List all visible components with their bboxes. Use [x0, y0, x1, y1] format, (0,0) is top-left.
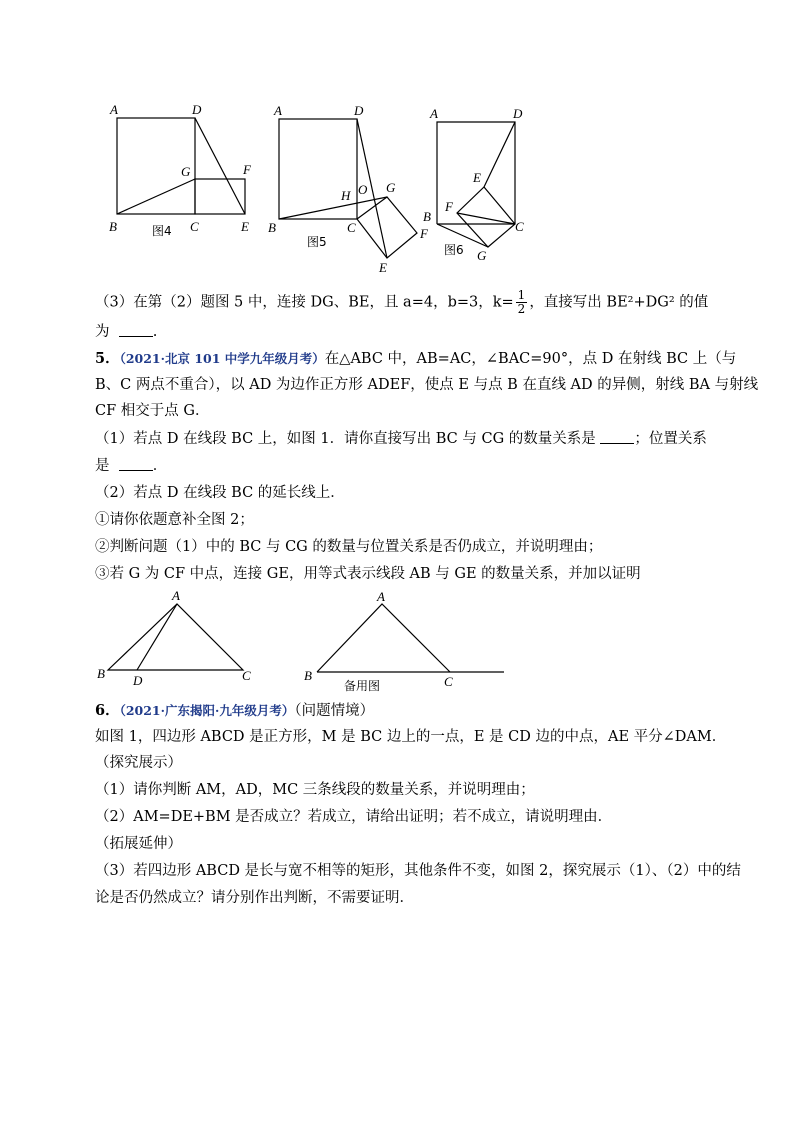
label-a: A [377, 589, 385, 604]
q4-part3-line2 [95, 322, 157, 342]
problem-5-q2-1: ①请你依题意补全图 2； [95, 512, 254, 528]
square-abcd [279, 119, 357, 219]
segment-bg [279, 197, 387, 219]
label-g: G [181, 164, 191, 179]
problem-6-section-extend: （拓展延伸） [95, 836, 182, 852]
label-a: A [172, 588, 180, 603]
problem-5-source: （2021·北京 101 中学九年级月考） [119, 351, 325, 366]
figure-6-caption: 图6 [444, 243, 464, 257]
problem-5-backup-diagram [300, 588, 520, 698]
segment-bg [117, 179, 195, 214]
problem-5-backup-figure [300, 588, 520, 698]
q4-part3-text3-suffix: . [152, 324, 158, 340]
rectangle-cgfe [357, 197, 417, 258]
problem-5-q1-text-b: ；位置关系 [634, 431, 707, 447]
label-a: A [274, 103, 282, 118]
problem-5-figure-1-diagram [95, 588, 265, 688]
label-o: O [358, 182, 368, 197]
label-c: C [242, 668, 251, 683]
problem-6-q2: （2）AM=DE+BM 是否成立？若成立，请给出证明；若不成立，请说明理由． [95, 809, 613, 825]
answer-blank-position[interactable] [119, 456, 153, 471]
label-d: D [354, 103, 364, 118]
problem-5-line2: B、C 两点不重合），以 AD 为边作正方形 ADEF，使点 E 与点 B 在直线 AD 的异侧，射线 BA 与射线 [95, 377, 759, 393]
square-cefg [195, 179, 245, 214]
figure-6-diagram [420, 100, 540, 270]
problem-5-line1 [95, 349, 736, 369]
problem-5-q2-3: ③若 G 为 CF 中点，连接 GE，用等式表示线段 AB 与 GE 的数量关系，并加以证明 [95, 566, 641, 582]
problem-6-context: 如图 1，四边形 ABCD 是正方形，M 是 BC 边上的一点，E 是 CD 边的中点，AE 平分∠DAM． [95, 729, 727, 745]
q4-part3-text2: ，直接写出 BE²+DG² 的值 [529, 294, 709, 311]
q4-part3-line1 [95, 289, 708, 316]
problem-5-q1-text-a: （1）若点 D 在线段 BC 上，如图 1．请你直接写出 BC 与 CG 的数量关系是 [95, 431, 596, 447]
backup-figure-caption: 备用图 [344, 679, 381, 693]
problem-6-section-explore: （探究展示） [95, 755, 182, 771]
label-b: B [268, 220, 276, 235]
label-e: E [473, 170, 481, 185]
label-c: C [190, 219, 199, 234]
label-h: H [341, 188, 351, 203]
answer-blank-quantity[interactable] [600, 429, 634, 444]
segment-de [484, 122, 515, 187]
label-b: B [304, 668, 312, 683]
problem-6-source: （2021·广东揭阳·九年级月考） [119, 703, 295, 718]
square-cefg [457, 187, 515, 247]
problem-6-q3-line1: （3）若四边形 ABCD 是长与宽不相等的矩形，其他条件不变，如图 2，探究展示（1）、（2）中的结 [95, 863, 741, 879]
label-d: D [192, 102, 202, 117]
figure-4-caption: 图4 [152, 224, 172, 238]
label-f: F [420, 226, 428, 241]
fraction-denominator: 2 [517, 302, 526, 316]
problem-5-figure-1 [95, 588, 265, 688]
label-c: C [515, 219, 524, 234]
problem-5-q1-position [95, 456, 167, 476]
figure-5 [265, 100, 435, 275]
label-c: C [444, 674, 453, 689]
problem-5-q1-suffix: ． [152, 458, 168, 474]
figure-5-diagram [265, 100, 435, 275]
label-b: B [423, 209, 431, 224]
problem-5-q2-2: ②判断问题（1）中的 BC 与 CG 的数量与位置关系是否仍成立，并说明理由； [95, 539, 603, 555]
fraction-one-half [516, 289, 528, 316]
figure-4-diagram [100, 100, 260, 240]
figure-5-caption: 图5 [307, 235, 327, 249]
problem-6-q1: （1）请你判断 AM，AD，MC 三条线段的数量关系，并说明理由； [95, 782, 535, 798]
problem-5-q1 [95, 429, 707, 449]
segment-de [195, 118, 245, 214]
label-c: C [347, 220, 356, 235]
problem-5-q2: （2）若点 D 在线段 BC 的延长线上． [95, 485, 345, 501]
problem-5-number: 5． [95, 350, 120, 367]
label-a: A [430, 106, 438, 121]
problem-6-line1 [95, 701, 374, 721]
label-b: B [109, 219, 117, 234]
answer-blank[interactable] [119, 322, 153, 337]
problem-6-q3-line2: 论是否仍然成立？请分别作出判断，不需要证明． [95, 890, 414, 906]
label-g: G [386, 180, 396, 195]
label-a: A [110, 102, 118, 117]
fraction-numerator: 1 [517, 288, 526, 302]
label-d: D [513, 106, 523, 121]
figure-6 [420, 100, 540, 270]
label-d: D [133, 673, 143, 688]
problem-6-number: 6． [95, 702, 120, 719]
problem-5-q1-prefix: 是 [95, 458, 110, 474]
problem-5-line3: CF 相交于点 G． [95, 403, 210, 419]
q4-part3-text1: （3）在第（2）题图 5 中，连接 DG、BE，且 a=4，b=3，k= [95, 294, 514, 311]
triangle-abc [108, 604, 243, 670]
label-f: F [243, 162, 251, 177]
label-e: E [241, 219, 249, 234]
label-g: G [477, 248, 487, 263]
label-b: B [97, 666, 105, 681]
q4-part3-text3-prefix: 为 [95, 324, 110, 340]
label-e: E [379, 260, 387, 275]
figure-4 [100, 100, 260, 240]
problem-5-text1: 在△ABC 中，AB=AC，∠BAC=90°，点 D 在射线 BC 上（与 [324, 351, 737, 367]
problem-6-heading: （问题情境） [294, 703, 375, 719]
label-f: F [445, 199, 453, 214]
triangle-abc-sides [317, 604, 450, 672]
